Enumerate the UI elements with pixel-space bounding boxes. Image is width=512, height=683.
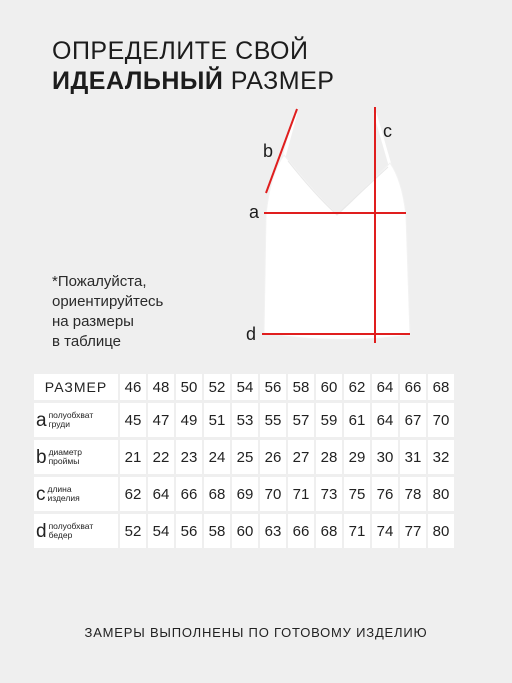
- row-desc-line: изделия: [47, 493, 80, 503]
- size-header: 50: [176, 374, 202, 400]
- table-cell: 31: [400, 440, 426, 474]
- footer-note: ЗАМЕРЫ ВЫПОЛНЕНЫ ПО ГОТОВОМУ ИЗДЕЛИЮ: [84, 625, 428, 640]
- table-cell: 66: [288, 514, 314, 548]
- size-header: 52: [204, 374, 230, 400]
- table-cell: 25: [232, 440, 258, 474]
- title-line-1: ОПРЕДЕЛИТЕ СВОЙ: [52, 37, 309, 65]
- row-desc: [48, 485, 80, 503]
- size-header: 56: [260, 374, 286, 400]
- page-title: [52, 36, 334, 96]
- table-cell: 32: [428, 440, 454, 474]
- size-header: 64: [372, 374, 398, 400]
- table-cell: 23: [176, 440, 202, 474]
- table-cell: 76: [372, 477, 398, 511]
- title-bold-word: ИДЕАЛЬНЫЙ: [52, 67, 224, 95]
- table-cell: 80: [428, 514, 454, 548]
- row-desc: [49, 522, 94, 540]
- table-cell: 68: [316, 514, 342, 548]
- table-cell: 59: [316, 403, 342, 437]
- table-cell: 28: [316, 440, 342, 474]
- table-cell: 30: [372, 440, 398, 474]
- row-desc-line: длина: [47, 484, 72, 494]
- note-line: в таблице: [52, 333, 121, 350]
- table-cell: 55: [260, 403, 286, 437]
- label-c: c: [383, 121, 392, 141]
- size-header: 60: [316, 374, 342, 400]
- table-cell: 29: [344, 440, 370, 474]
- row-letter: b: [36, 446, 47, 468]
- table-cell: 27: [288, 440, 314, 474]
- row-desc-line: груди: [48, 419, 70, 429]
- table-cell: 26: [260, 440, 286, 474]
- table-cell: 74: [372, 514, 398, 548]
- table-cell: 54: [148, 514, 174, 548]
- note-line: *Пожалуйста,: [52, 273, 147, 290]
- row-desc: [49, 448, 82, 466]
- table-cell: 70: [428, 403, 454, 437]
- table-cell: 56: [176, 514, 202, 548]
- table-cell: 60: [232, 514, 258, 548]
- table-cell: 47: [148, 403, 174, 437]
- size-header: 54: [232, 374, 258, 400]
- table-cell: 53: [232, 403, 258, 437]
- row-label-d: [34, 514, 118, 548]
- table-cell: 61: [344, 403, 370, 437]
- size-note: [52, 272, 163, 352]
- label-a: a: [249, 202, 260, 222]
- row-letter: c: [36, 483, 46, 505]
- label-d: d: [246, 324, 257, 344]
- table-cell: 64: [372, 403, 398, 437]
- note-line: на размеры: [52, 313, 134, 330]
- table-cell: 68: [204, 477, 230, 511]
- table-cell: 45: [120, 403, 146, 437]
- table-cell: 69: [232, 477, 258, 511]
- table-cell: 70: [260, 477, 286, 511]
- table-cell: 52: [120, 514, 146, 548]
- table-cell: 57: [288, 403, 314, 437]
- table-header-label: РАЗМЕР: [34, 374, 118, 400]
- table-cell: 49: [176, 403, 202, 437]
- table-cell: 62: [120, 477, 146, 511]
- table-cell: 24: [204, 440, 230, 474]
- title-rest-word: РАЗМЕР: [230, 67, 335, 95]
- table-cell: 78: [400, 477, 426, 511]
- row-desc-line: диаметр: [48, 447, 82, 457]
- table-cell: 63: [260, 514, 286, 548]
- table-cell: 77: [400, 514, 426, 548]
- left-strap: [284, 113, 296, 157]
- table-cell: 66: [176, 477, 202, 511]
- table-cell: 67: [400, 403, 426, 437]
- size-header: 58: [288, 374, 314, 400]
- size-header: 68: [428, 374, 454, 400]
- row-label-b: [34, 440, 118, 474]
- row-desc-line: полуобхват: [48, 410, 94, 420]
- row-letter: a: [36, 409, 47, 431]
- table-cell: 71: [288, 477, 314, 511]
- row-desc-line: бедер: [48, 530, 73, 540]
- table-cell: 21: [120, 440, 146, 474]
- label-b: b: [263, 141, 274, 161]
- table-cell: 71: [344, 514, 370, 548]
- table-cell: 22: [148, 440, 174, 474]
- row-label-a: [34, 403, 118, 437]
- size-header: 66: [400, 374, 426, 400]
- title-line-2: [52, 66, 334, 96]
- size-header: 62: [344, 374, 370, 400]
- size-header: 46: [120, 374, 146, 400]
- row-desc-line: полуобхват: [48, 521, 94, 531]
- table-cell: 58: [204, 514, 230, 548]
- table-cell: 80: [428, 477, 454, 511]
- row-desc: [49, 411, 94, 429]
- row-desc-line: проймы: [48, 456, 80, 466]
- note-line: ориентируйтесь: [52, 293, 164, 310]
- table-cell: 73: [316, 477, 342, 511]
- table-cell: 64: [148, 477, 174, 511]
- table-cell: 51: [204, 403, 230, 437]
- size-header: 48: [148, 374, 174, 400]
- table-cell: 75: [344, 477, 370, 511]
- row-label-c: [34, 477, 118, 511]
- row-letter: d: [36, 520, 47, 542]
- camisole-body: [264, 155, 410, 340]
- size-table: [34, 374, 454, 548]
